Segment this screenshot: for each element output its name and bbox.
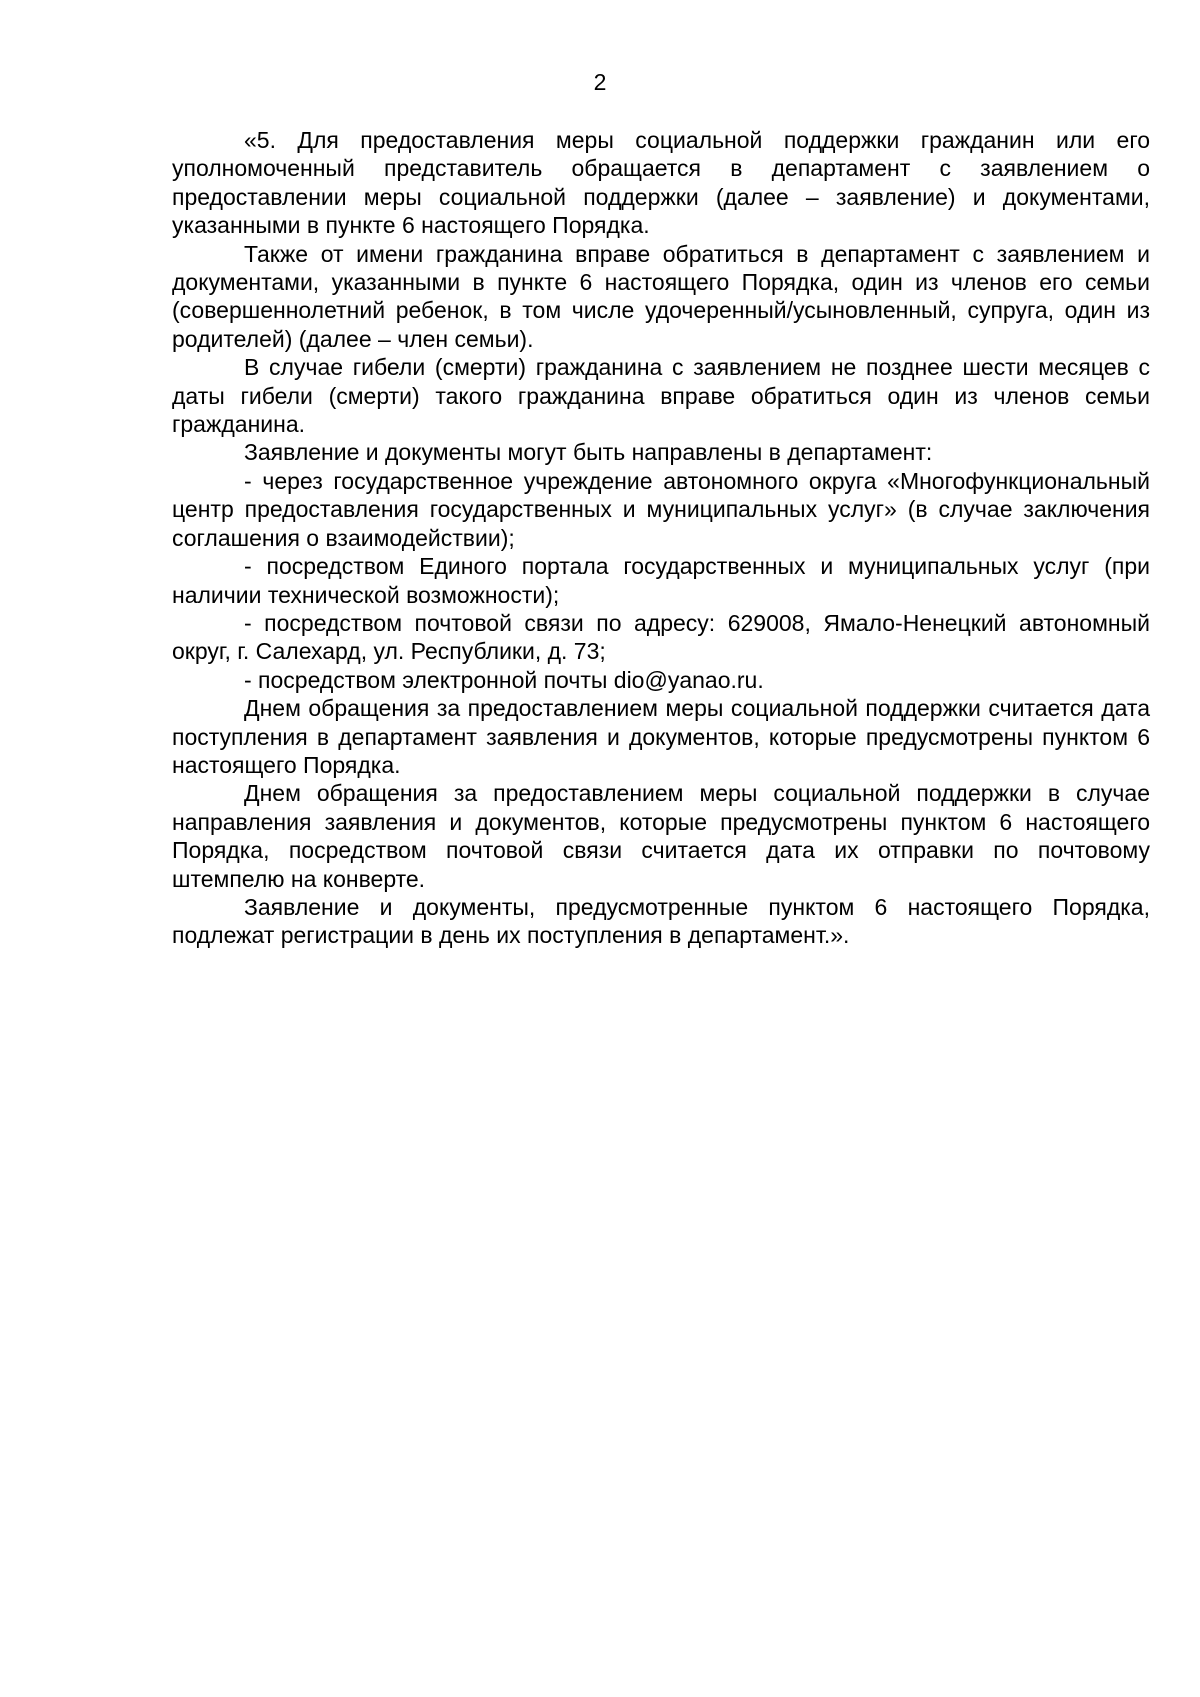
list-item-postal: - посредством почтовой связи по адресу: 629008, Ямало-Ненецкий автономный округ, г. Салехард, ул. Республики, д. 73; [172, 609, 1150, 665]
page-number: 2 [593, 69, 607, 95]
paragraph-item-5-intro: «5. Для предоставления меры социальной поддержки гражданин или его уполномоченный представитель обращается в департамент с заявлением о предоставлении меры социальной поддержки (далее – заявление) и документами, указанными в пункте 6 настоящего Порядка. [172, 127, 1150, 239]
paragraph-family-member: Также от имени гражданина вправе обратиться в департамент с заявлением и документами, указанными в пункте 6 настоящего Порядка, один из членов его семьи (совершеннолетний ребенок, в том числе удочеренный/усыновленный, супруга, один из родителей) (далее – член семьи). [172, 240, 1150, 352]
list-item-mfc: - через государственное учреждение автономного округа «Многофункциональный центр предоставления государственных и муниципальных услуг» (в случае заключения соглашения о взаимодействии); [172, 467, 1150, 551]
paragraph-submission-methods: Заявление и документы могут быть направлены в департамент: [244, 439, 933, 466]
list-item-portal: - посредством Единого портала государственных и муниципальных услуг (при наличии технической возможности); [172, 553, 1150, 608]
document-body [172, 126, 1150, 950]
paragraph-death-case: В случае гибели (смерти) гражданина с заявлением не позднее шести месяцев с даты гибели (смерти) такого гражданина вправе обратиться один из членов семьи гражданина. [172, 354, 1150, 438]
paragraph-postal-date: Днем обращения за предоставлением меры социальной поддержки в случае направления заявления и документов, которые предусмотрены пунктом 6 настоящего Порядка, посредством почтовой связи считается дата их отправки по почтовому штемпелю на конверте. [172, 780, 1150, 892]
paragraph-registration: Заявление и документы, предусмотренные пунктом 6 настоящего Порядка, подлежат регистрации в день их поступления в департамент.». [172, 893, 1150, 949]
list-item-email: - посредством электронной почты dio@yanao.ru. [244, 666, 764, 693]
paragraph-application-date: Днем обращения за предоставлением меры социальной поддержки считается дата поступления в департамент заявления и документов, которые предусмотрены пунктом 6 настоящего Порядка. [172, 695, 1150, 778]
